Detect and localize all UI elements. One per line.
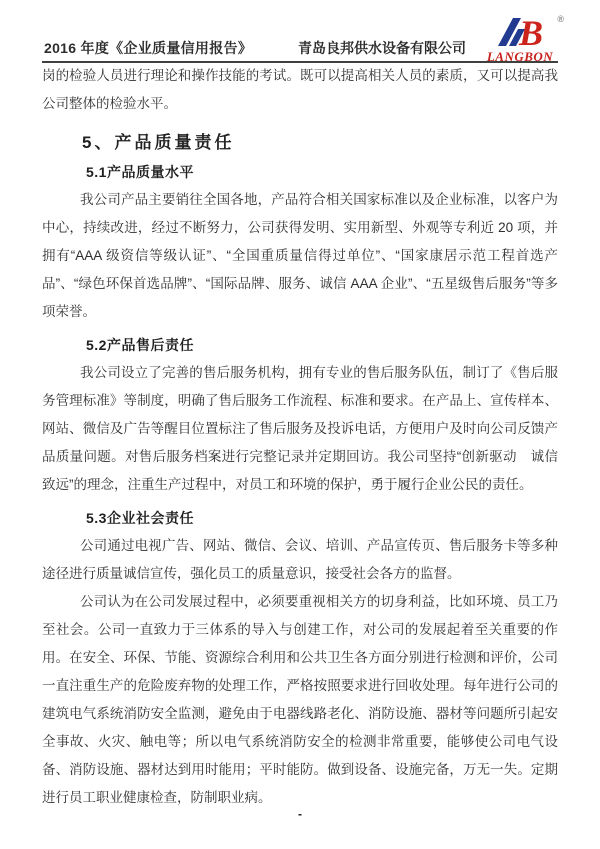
langbon-emblem-icon — [494, 15, 554, 49]
registered-trademark-symbol: ® — [557, 14, 564, 24]
paragraph-5-3-b: 公司认为在公司发展过程中，必须要重视相关方的切身利益，比如环境、员工乃至社会。公司一直致力于三体系的导入与创建工作，对公司的发展起着至关重要的作用。在安全、环保、节能、资源综合利用和公共卫生各方面分别进行检测和评价，公司一直注重生产的危险废弃物的处理工作，严格按照要求进行回收处理。每年进行公司的建筑电气系统消防安全监测，避免由于电器线路老化、消防设施、器材等问题所引起安全事故、火灾、触电等；所以电气系统消防安全的检测非常重要，能够使公司电气设备、消防设施、器材达到用时能用；平时能防。做到设备、设施完备，万无一失。定期进行员工职业健康检查，防制职业病。 — [42, 594, 558, 805]
subsection-heading-5-1: 5.1产品质量水平 — [86, 164, 194, 180]
page-number-mark: - — [298, 807, 302, 821]
page-header — [42, 0, 564, 64]
page-footer — [0, 809, 600, 819]
subsection-heading-5-2: 5.2产品售后责任 — [86, 337, 194, 353]
intro-paragraph: 岗的检验人员进行理论和操作技能的考试。既可以提高相关人员的素质，又可以提高我公司整体的检验水平。 — [42, 68, 558, 111]
langbon-wordmark: LANGBON — [486, 49, 554, 64]
svg-text:B: B — [519, 15, 544, 49]
paragraph-5-2: 我公司设立了完善的售后服务机构，拥有专业的售后服务队伍，制订了《售后服务管理标准》等制度，明确了售后服务工作流程、标准和要求。在产品上、宣传样本、网站、微信及广告等醒目位置标注了售后服务及投诉电话，方便用户及时向公司反馈产品质量问题。对售后服务档案进行完整记录并定期回访。我公司坚持“创新驱动 诚信致远”的理念，注重生产过程中，对员工和环境的保护，勇于履行企业公民的责任。 — [42, 365, 558, 492]
company-logo — [474, 15, 566, 65]
paragraph-5-1: 我公司产品主要销往全国各地，产品符合相关国家标准以及企业标准，以客户为中心，持续改进，经过不断努力，公司获得发明、实用新型、外观等专利近 20 项，并拥有“AAA 级资信等级认证”、“全国重质量信得过单位”、“国家康居示范工程首选产品”、“绿色环保首选品牌”、“国际品牌、服务、诚信 AAA 企业”、“五星级售后服务”等多项荣誉。 — [42, 192, 558, 319]
section-heading-5: 5、产品质量责任 — [82, 133, 235, 152]
paragraph-5-3-a: 公司通过电视广告、网站、微信、会议、培训、产品宣传页、售后服务卡等多种途径进行质量诚信宣传，强化员工的质量意识，接受社会各方的监督。 — [42, 538, 558, 581]
report-title: 2016 年度《企业质量信用报告》 — [44, 40, 253, 56]
document-content — [42, 62, 558, 812]
company-name: 青岛良邦供水设备有限公司 — [298, 40, 466, 56]
logo-emblem-wrap — [474, 15, 566, 49]
subsection-heading-5-3: 5.3企业社会责任 — [86, 510, 194, 526]
